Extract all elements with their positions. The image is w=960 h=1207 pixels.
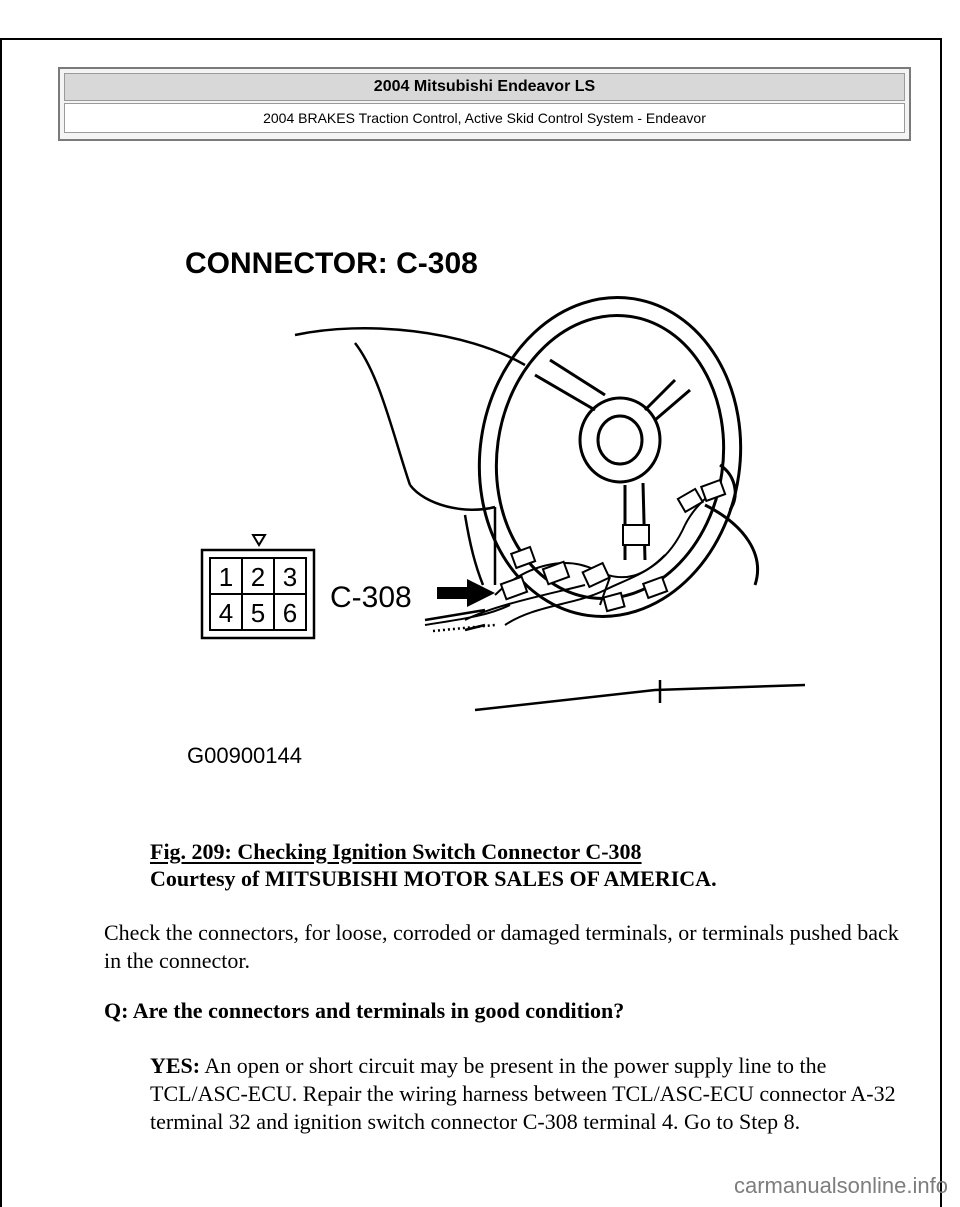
connector-illustration [165, 225, 815, 785]
pointer-arrow [437, 579, 495, 607]
figure-courtesy: Courtesy of MITSUBISHI MOTOR SALES OF AMERICA. [150, 866, 717, 891]
figure-title: Fig. 209: Checking Ignition Switch Connector C-308 [150, 839, 642, 864]
question-text: Q: Are the connectors and terminals in good condition? [104, 998, 625, 1023]
yes-text: An open or short circuit may be present in the power supply line to the TCL/ASC-ECU. Repair the wiring harness between TCL/ASC-ECU connector A-32 terminal 32 and ignition switch connector C-308 terminal 4. Go to Step 8. [150, 1053, 896, 1134]
connector-face [202, 535, 314, 638]
yes-answer [150, 1052, 910, 1136]
pin-2: 2 [250, 562, 266, 592]
pin-5: 5 [250, 598, 266, 628]
pin-3: 3 [282, 562, 298, 592]
yes-label: YES: [150, 1053, 201, 1078]
steering-wheel [459, 280, 761, 633]
header-title: 2004 Mitsubishi Endeavor LS [64, 73, 905, 101]
harness-lead [433, 625, 495, 631]
connector-label: C-308 [330, 581, 412, 614]
figure-caption [150, 838, 717, 892]
header-subtitle: 2004 BRAKES Traction Control, Active Skid Control System - Endeavor [64, 103, 905, 133]
watermark: carmanualsonline.info [733, 1173, 948, 1198]
check-paragraph: Check the connectors, for loose, corroded or damaged terminals, or terminals pushed back in the connector. [104, 920, 899, 973]
pin-4: 4 [218, 598, 234, 628]
figure-heading: CONNECTOR: C-308 [185, 247, 478, 280]
pin-6: 6 [282, 598, 298, 628]
pin-1: 1 [218, 562, 234, 592]
figure-code: G00900144 [187, 743, 302, 768]
connector-figure [165, 225, 815, 785]
document-header [58, 67, 911, 141]
